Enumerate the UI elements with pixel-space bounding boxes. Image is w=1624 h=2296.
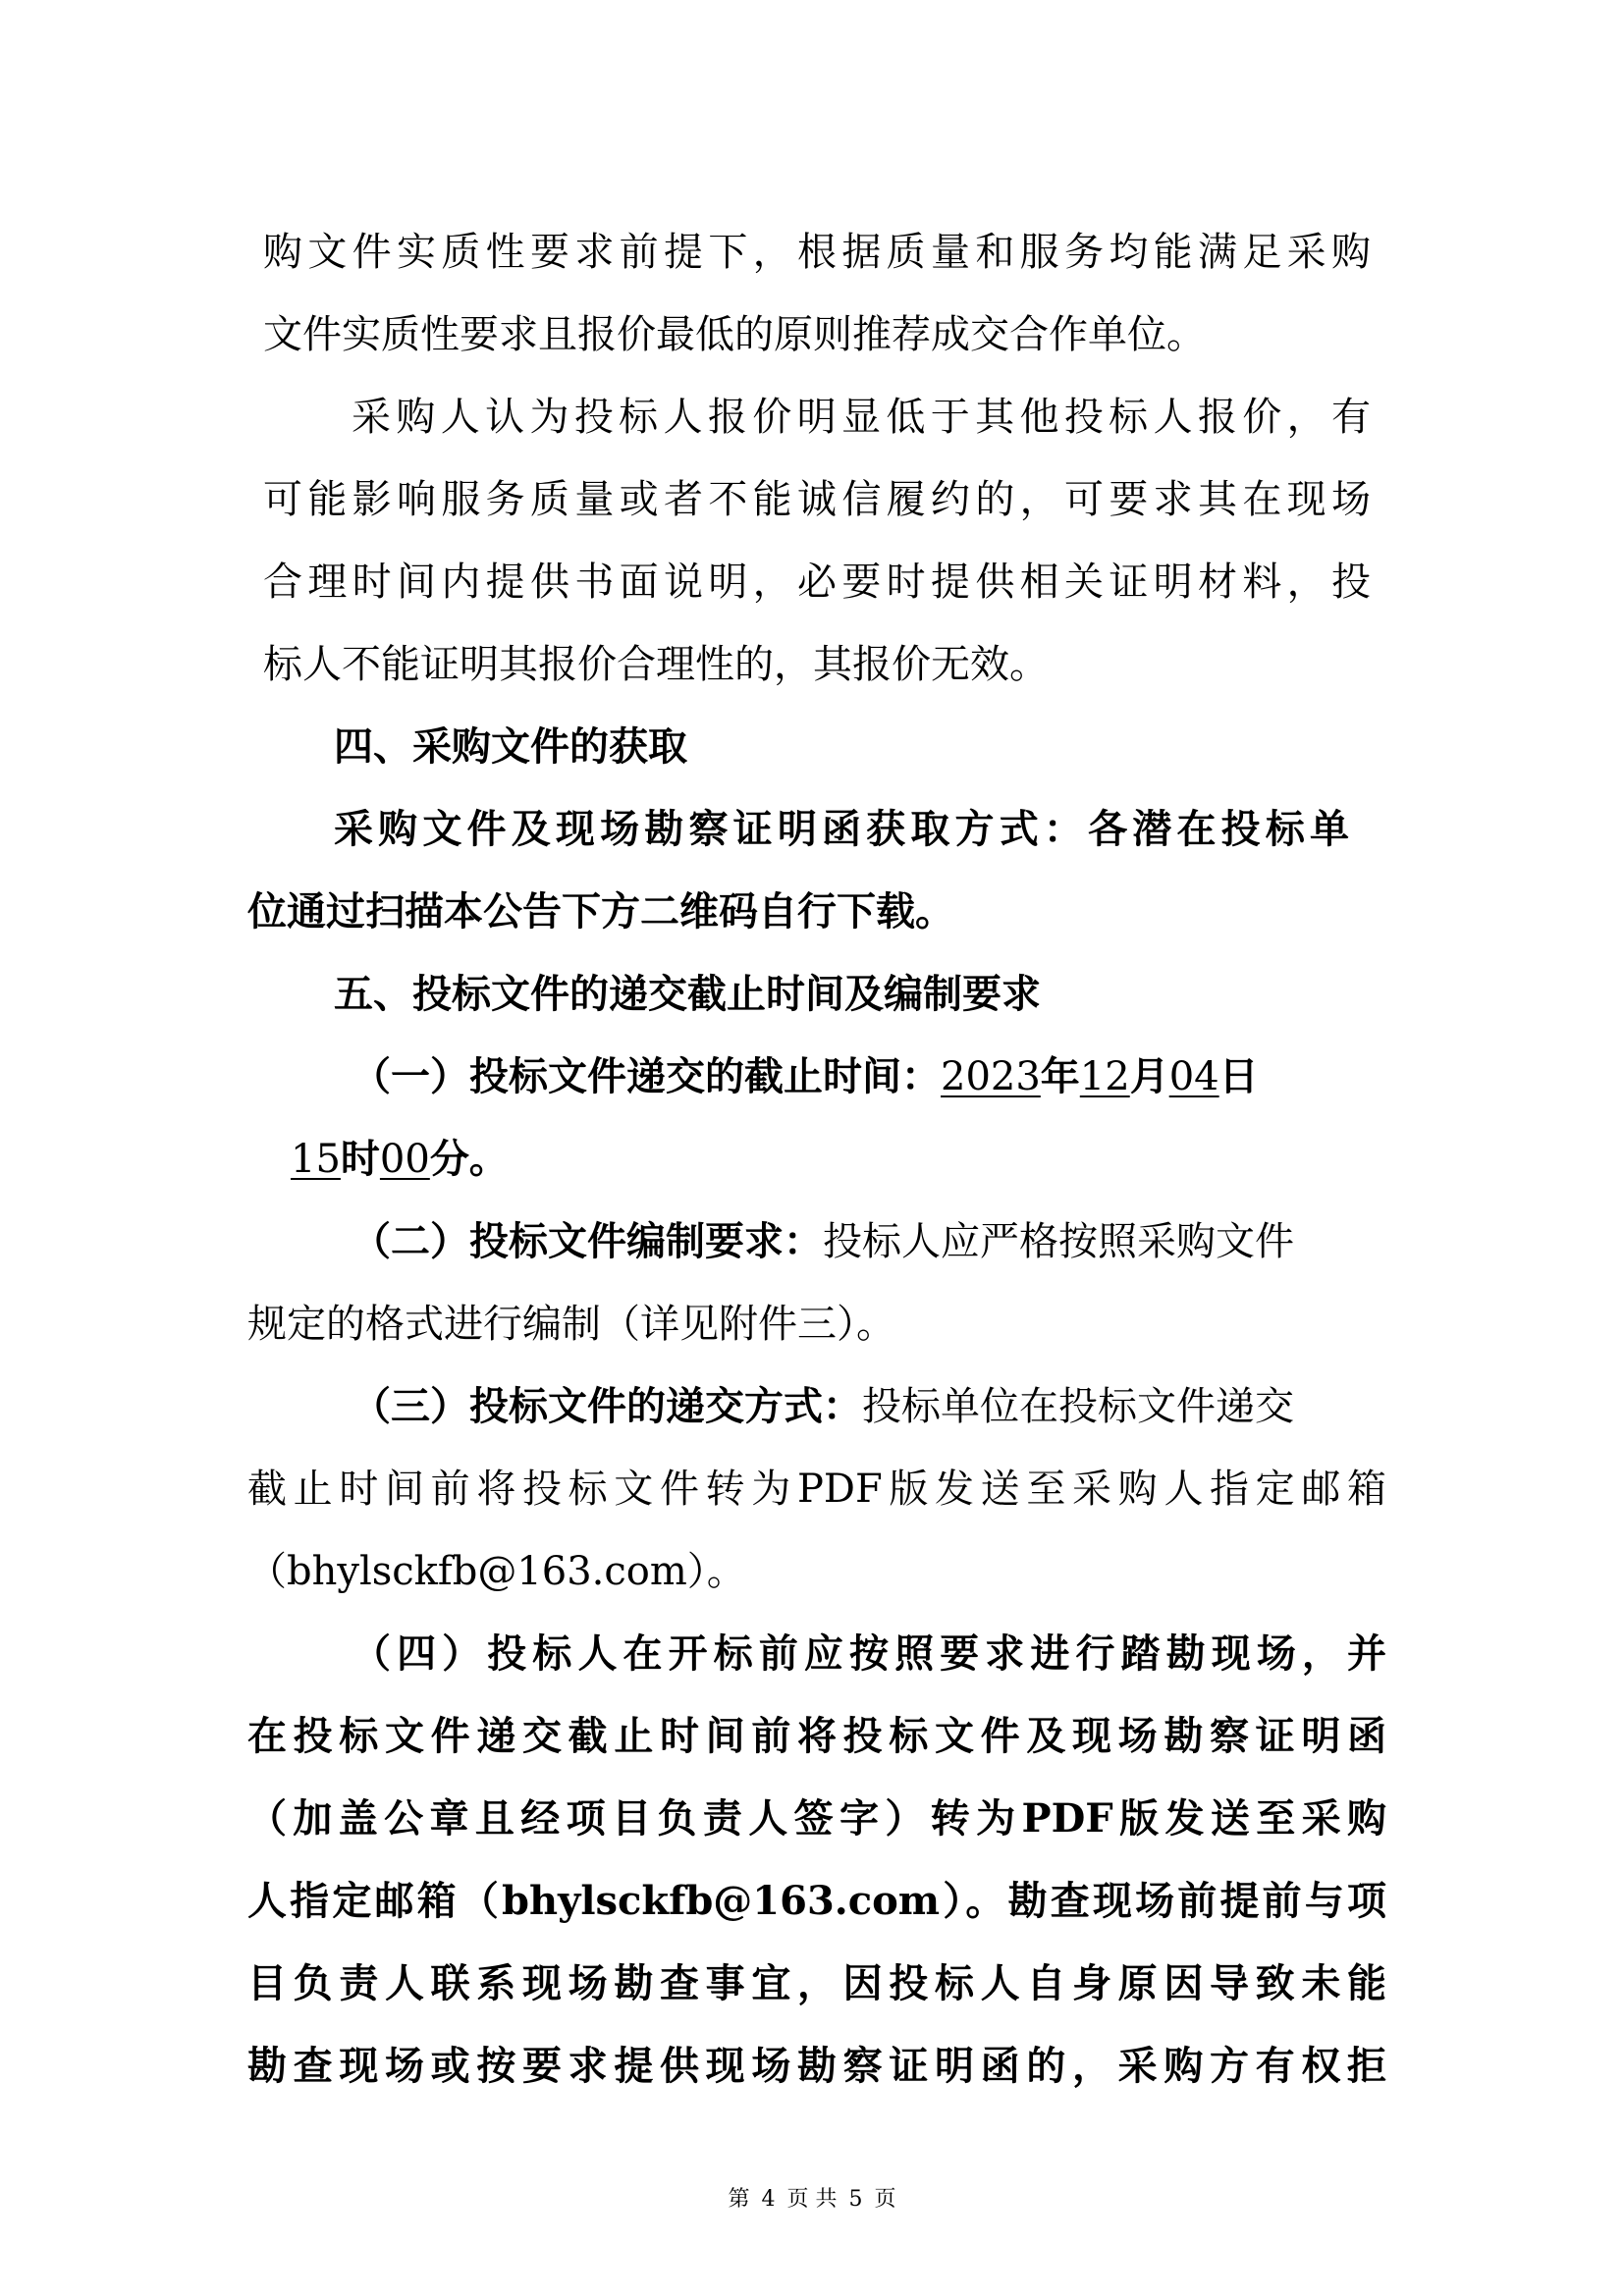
item-text: 投标单位在投标文件递交 <box>862 1384 1294 1429</box>
paragraph-line: 位通过扫描本公告下方二维码自行下载。 <box>247 888 954 934</box>
item-line <box>352 1382 1294 1431</box>
deadline-hour-unit: 时 <box>340 1136 380 1182</box>
deadline-time-line <box>291 1135 509 1184</box>
paragraph-line: 规定的格式进行编制（详见附件三）。 <box>247 1302 895 1347</box>
deadline-month: 12 <box>1079 1054 1130 1099</box>
paragraph-line: 文件实质性要求且报价最低的原则推荐成交合作单位。 <box>263 312 1206 357</box>
paragraph-line: 截止时间前将投标文件转为PDF版发送至采购人指定邮箱 <box>247 1467 1386 1512</box>
deadline-line <box>352 1052 1259 1101</box>
deadline-year: 2023 <box>941 1054 1041 1099</box>
deadline-day-unit: 日 <box>1218 1053 1259 1099</box>
deadline-minute-unit: 分。 <box>429 1136 509 1182</box>
deadline-minute: 00 <box>379 1137 430 1182</box>
item-label: （三）投标文件的递交方式： <box>352 1383 862 1429</box>
paragraph-line: （四）投标人在开标前应按照要求进行踏勘现场，并 <box>352 1630 1386 1677</box>
section-heading: 五、投标文件的递交截止时间及编制要求 <box>334 972 1041 1017</box>
page-footer <box>0 2185 1624 2215</box>
item-text: 投标人应严格按照采购文件 <box>823 1219 1294 1264</box>
paragraph-line: 合理时间内提供书面说明，必要时提供相关证明材料，投 <box>263 560 1371 605</box>
email-line: （bhylsckfb@163.com）。 <box>247 1549 746 1594</box>
section-heading: 四、采购文件的获取 <box>334 724 687 770</box>
paragraph-line: 可能影响服务质量或者不能诚信履约的，可要求其在现场 <box>263 477 1371 522</box>
deadline-day: 04 <box>1168 1054 1219 1099</box>
deadline-label: （一）投标文件递交的截止时间： <box>352 1053 941 1099</box>
footer-suffix: 页 <box>874 2187 896 2212</box>
paragraph-line: 采购文件及现场勘察证明函获取方式：各潜在投标单 <box>334 806 1349 852</box>
footer-page-number: 4 <box>761 2187 776 2212</box>
paragraph-line: 勘查现场或按要求提供现场勘察证明函的，采购方有权拒 <box>247 2043 1386 2089</box>
paragraph-line: 购文件实质性要求前提下，根据质量和服务均能满足采购 <box>263 230 1371 275</box>
deadline-year-unit: 年 <box>1040 1053 1080 1099</box>
deadline-hour: 15 <box>291 1137 341 1182</box>
footer-mid: 页 共 <box>786 2187 838 2212</box>
item-line <box>352 1217 1294 1266</box>
paragraph-line: 采购人认为投标人报价明显低于其他投标人报价，有 <box>352 395 1371 440</box>
paragraph-line: 人指定邮箱（bhylsckfb@163.com）。勘查现场前提前与项 <box>247 1878 1386 1924</box>
paragraph-line: （加盖公章且经项目负责人签字）转为PDF版发送至采购 <box>247 1795 1386 1842</box>
item-label: （二）投标文件编制要求： <box>352 1218 823 1264</box>
deadline-month-unit: 月 <box>1129 1053 1169 1099</box>
paragraph-line: 目负责人联系现场勘查事宜，因投标人自身原因导致未能 <box>247 1960 1386 2006</box>
footer-total-pages: 5 <box>848 2187 863 2212</box>
paragraph-line: 在投标文件递交截止时间前将投标文件及现场勘察证明函 <box>247 1713 1386 1759</box>
footer-prefix: 第 <box>728 2187 750 2212</box>
paragraph-line: 标人不能证明其报价合理性的，其报价无效。 <box>263 642 1049 687</box>
